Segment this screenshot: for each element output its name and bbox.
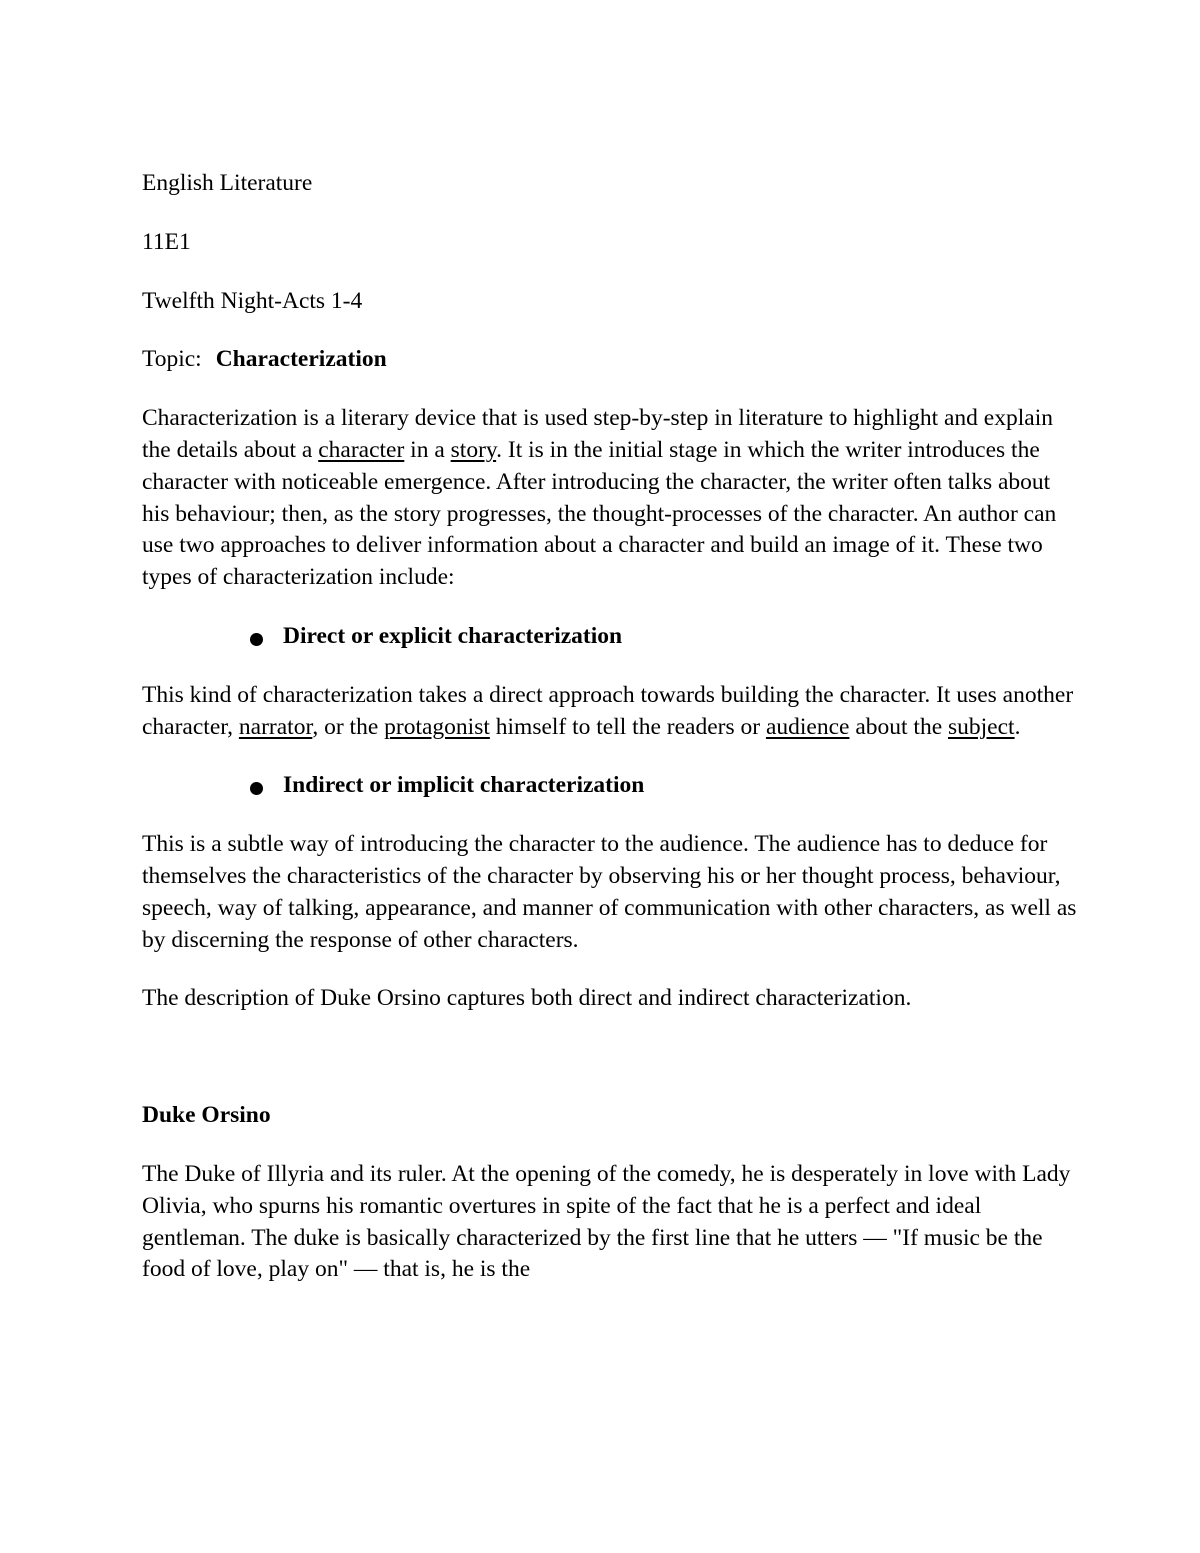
subject-link[interactable]: subject [948, 713, 1015, 740]
subject-line: English Literature [142, 170, 313, 196]
direct-bullet [142, 621, 1082, 653]
summary-paragraph: The description of Duke Orsino captures both direct and indirect characterization. [142, 985, 912, 1012]
topic-label: Topic: [142, 346, 202, 373]
direct-heading: Direct or explicit characterization [283, 622, 623, 649]
duke-paragraph: The Duke of Illyria and its ruler. At the opening of the comedy, he is desperately in love with Lady Olivia, who spurns his romantic overtures in spite of the fact that he is a perfect and ideal gentleman. The duke is basically characterized by the first line that he utters — "If music be the food of love, play on" — that is, he is the [142, 1160, 1071, 1283]
narrator-link[interactable]: narrator [238, 713, 313, 740]
story-link[interactable]: story [450, 436, 497, 463]
indirect-paragraph: This is a subtle way of introducing the character to the audience. The audience has to deduce for themselves the characteristics of the character by observing his or her thought process, behaviour, speech, way of talking, appearance, and manner of communication with other characters, as well as by discerning the response of other characters. [142, 831, 1077, 953]
indirect-heading: Indirect or implicit characterization [283, 772, 645, 799]
topic-value: Characterization [215, 346, 387, 373]
class-code: 11E1 [142, 228, 191, 255]
intro-text-2: in a [404, 436, 451, 463]
duke-heading: Duke Orsino [142, 1102, 271, 1129]
document-body [142, 168, 1082, 1313]
direct-text-5: . [1014, 713, 1021, 740]
intro-text-1: Characterization is a literary device that is used step-by-step in literature to highlight and explain the details about a [142, 405, 1053, 463]
direct-text-1: This kind of characterization takes a direct approach towards building the character. It uses another character, [142, 681, 1074, 740]
direct-text-2: , or the [312, 713, 385, 740]
intro-text-3: . It is in the initial stage in which the writer introduces the character with noticeable emergence. After introducing the character, the writer often talks about his behaviour; then, as the story progresses, the thought-processes of the character. An author can use two approaches to deliver information about a character and build an image of it. These two types of characterization include: [142, 436, 1057, 591]
topic-line [142, 344, 1082, 376]
character-link[interactable]: character [318, 436, 405, 463]
direct-text-3: himself to tell the readers or [489, 713, 766, 740]
bullet-icon [250, 633, 263, 646]
protagonist-link[interactable]: protagonist [384, 713, 490, 740]
direct-text-4: about the [849, 713, 948, 740]
spacer [142, 1042, 1082, 1100]
work-title: Twelfth Night-Acts 1-4 [142, 287, 363, 314]
audience-link[interactable]: audience [765, 713, 850, 740]
indirect-bullet [142, 770, 1082, 802]
bullet-icon [250, 782, 263, 795]
direct-paragraph [142, 680, 1082, 744]
intro-paragraph [142, 403, 1082, 594]
